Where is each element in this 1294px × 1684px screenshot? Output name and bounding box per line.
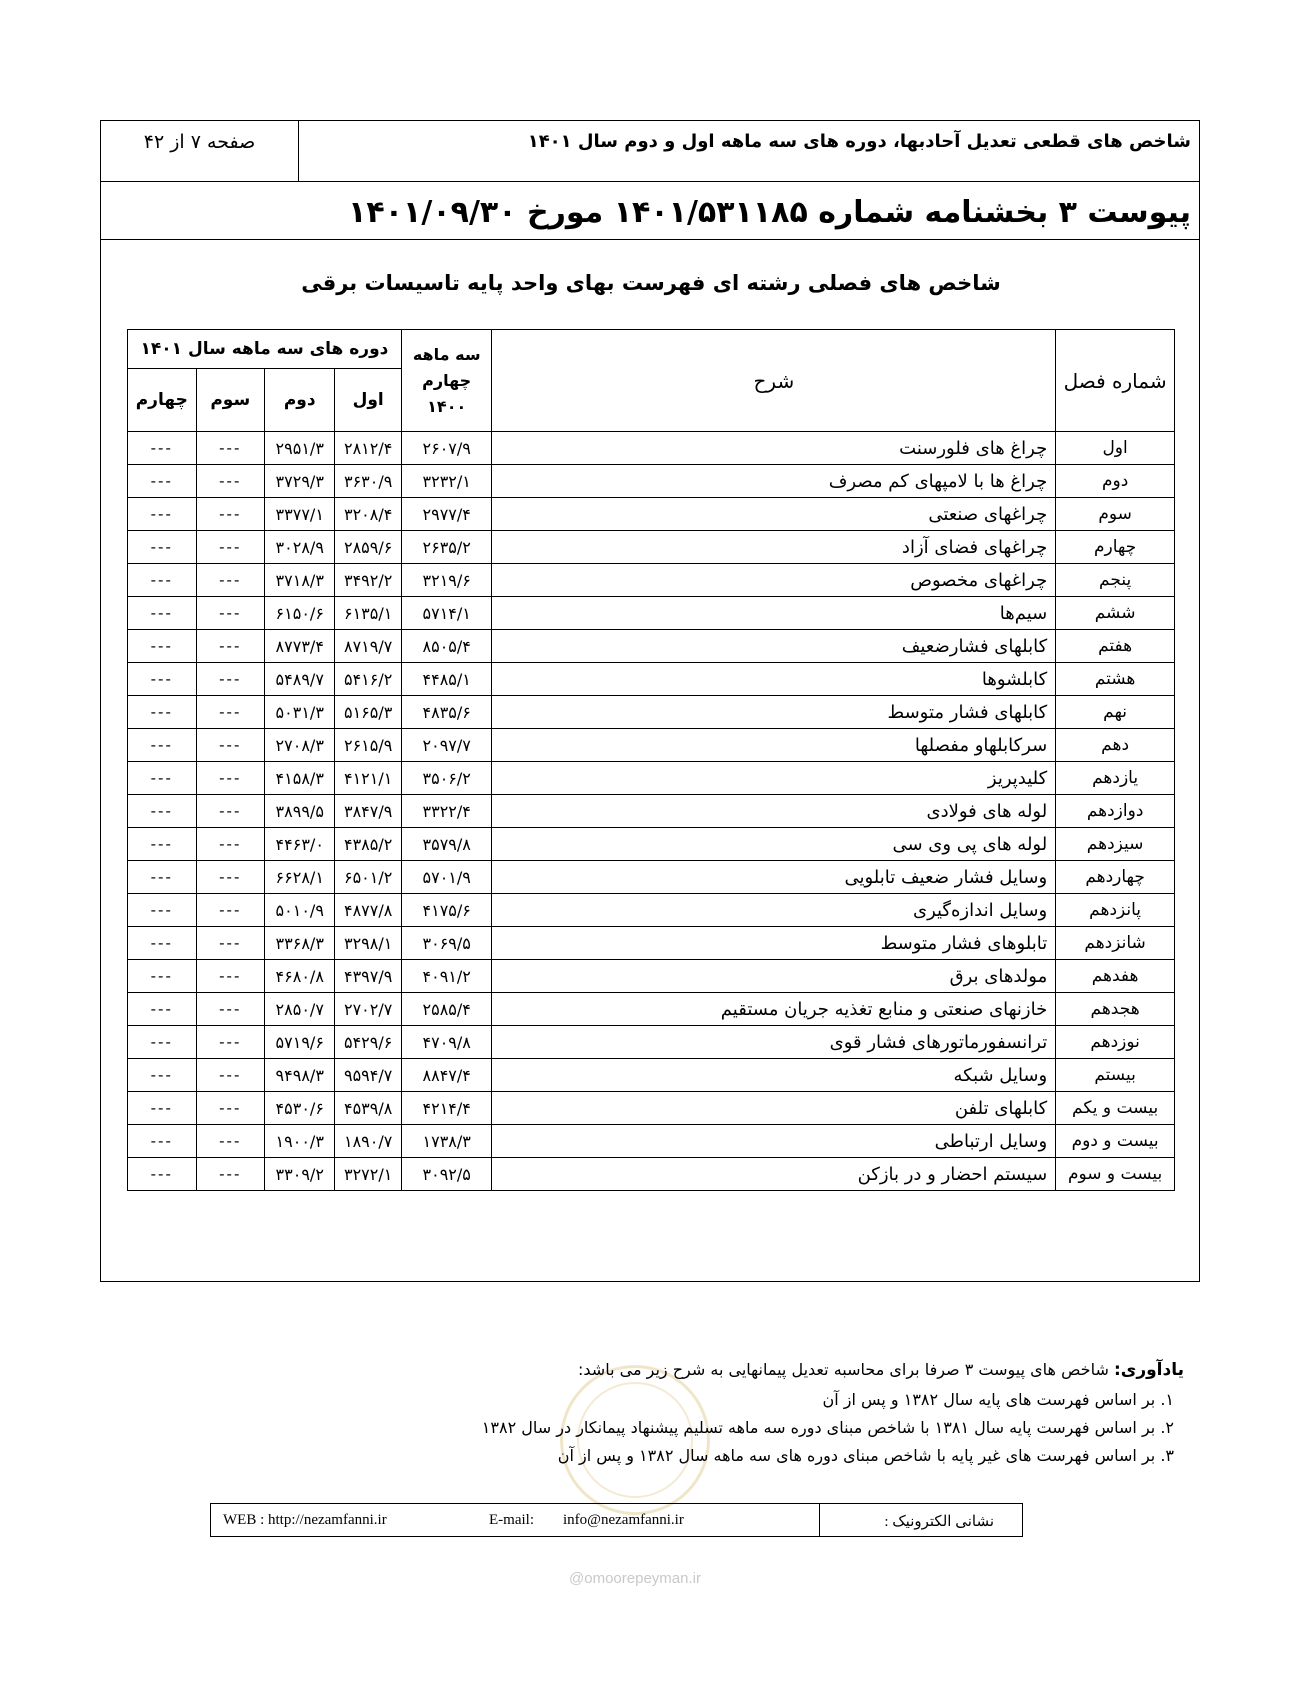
header-chapter: شماره فصل (1056, 330, 1175, 432)
watermark-seal (560, 1365, 710, 1515)
cell-chapter: پنجم (1056, 564, 1175, 597)
cell-chapter: بیست و یکم (1056, 1092, 1175, 1125)
cell-q4-1400: ۲۶۰۷/۹ (401, 432, 492, 465)
cell-q2-1401: ۳۷۱۸/۳ (265, 564, 335, 597)
cell-q4-1401: --- (128, 828, 197, 861)
table-subtitle: شاخص های فصلی رشته ای فهرست بهای واحد پایه تاسیسات برقی (301, 271, 1001, 295)
header-periods-1401: دوره های سه ماهه سال ۱۴۰۱ (128, 330, 402, 369)
cell-description: لوله های فولادی (492, 795, 1056, 828)
cell-q1-1401: ۵۱۶۵/۳ (335, 696, 401, 729)
cell-chapter: هشتم (1056, 663, 1175, 696)
footer-divider (819, 1504, 820, 1536)
cell-description: سرکابلهاو مفصلها (492, 729, 1056, 762)
cell-q1-1401: ۶۵۰۱/۲ (335, 861, 401, 894)
header-second: دوم (265, 369, 335, 432)
cell-q1-1401: ۹۵۹۴/۷ (335, 1059, 401, 1092)
cell-q2-1401: ۴۴۶۳/۰ (265, 828, 335, 861)
table-row (128, 729, 1175, 762)
cell-q2-1401: ۳۷۲۹/۳ (265, 465, 335, 498)
table-row (128, 894, 1175, 927)
cell-q3-1401: --- (196, 498, 264, 531)
note-item-3: ۳. بر اساس فهرست های غیر پایه با شاخص مبنای دوره های سه ماهه سال ۱۳۸۲ و پس از آن (557, 1446, 1174, 1465)
header-third: سوم (196, 369, 264, 432)
cell-q4-1401: --- (128, 993, 197, 1026)
cell-q4-1400: ۴۲۱۴/۴ (401, 1092, 492, 1125)
cell-description: خازنهای صنعتی و منابع تغذیه جریان مستقیم (492, 993, 1056, 1026)
cell-chapter: یازدهم (1056, 762, 1175, 795)
cell-q4-1400: ۴۰۹۱/۲ (401, 960, 492, 993)
cell-q3-1401: --- (196, 993, 264, 1026)
cell-chapter: بیستم (1056, 1059, 1175, 1092)
cell-chapter: ششم (1056, 597, 1175, 630)
table-row (128, 432, 1175, 465)
cell-q4-1400: ۳۲۳۲/۱ (401, 465, 492, 498)
cell-chapter: هفدهم (1056, 960, 1175, 993)
cell-q3-1401: --- (196, 1158, 264, 1191)
cell-q4-1400: ۲۵۸۵/۴ (401, 993, 492, 1026)
cell-q3-1401: --- (196, 828, 264, 861)
cell-q4-1401: --- (128, 597, 197, 630)
cell-q3-1401: --- (196, 465, 264, 498)
cell-chapter: اول (1056, 432, 1175, 465)
table-row (128, 597, 1175, 630)
cell-q4-1401: --- (128, 1026, 197, 1059)
cell-q1-1401: ۱۸۹۰/۷ (335, 1125, 401, 1158)
cell-q2-1401: ۲۷۰۸/۳ (265, 729, 335, 762)
watermark-text: @omoorepeyman.ir (569, 1570, 701, 1587)
cell-chapter: سوم (1056, 498, 1175, 531)
cell-q2-1401: ۳۸۹۹/۵ (265, 795, 335, 828)
cell-chapter: دوم (1056, 465, 1175, 498)
table-row (128, 1059, 1175, 1092)
cell-q3-1401: --- (196, 1125, 264, 1158)
table-row (128, 795, 1175, 828)
cell-description: کلیدپریز (492, 762, 1056, 795)
cell-q1-1401: ۴۱۲۱/۱ (335, 762, 401, 795)
footer-contact-box (210, 1503, 1023, 1537)
note-heading: یادآوری: (1113, 1360, 1184, 1380)
cell-description: ترانسفورماتورهای فشار قوی (492, 1026, 1056, 1059)
cell-q1-1401: ۲۷۰۲/۷ (335, 993, 401, 1026)
cell-q4-1401: --- (128, 432, 197, 465)
cell-chapter: دهم (1056, 729, 1175, 762)
cell-q1-1401: ۳۶۳۰/۹ (335, 465, 401, 498)
cell-q1-1401: ۳۴۹۲/۲ (335, 564, 401, 597)
note-item-1: ۱. بر اساس فهرست های پایه سال ۱۳۸۲ و پس از آن (822, 1390, 1174, 1409)
cell-chapter: هجدهم (1056, 993, 1175, 1026)
note-intro-text: شاخص های پیوست ۳ صرفا برای محاسبه تعدیل پیمانهایی به شرح زیر می باشد: (578, 1360, 1114, 1379)
cell-q3-1401: --- (196, 696, 264, 729)
cell-description: وسایل شبکه (492, 1059, 1056, 1092)
table-row (128, 630, 1175, 663)
cell-description: چراغ ها با لامپهای کم مصرف (492, 465, 1056, 498)
cell-chapter: شانزدهم (1056, 927, 1175, 960)
cell-q4-1400: ۴۱۷۵/۶ (401, 894, 492, 927)
cell-q2-1401: ۶۶۲۸/۱ (265, 861, 335, 894)
footer-email-label: E-mail: (489, 1512, 534, 1528)
header-fourth: چهارم (128, 369, 197, 432)
cell-q2-1401: ۸۷۷۳/۴ (265, 630, 335, 663)
header-divider-1 (101, 181, 1199, 182)
cell-q4-1401: --- (128, 861, 197, 894)
cell-chapter: چهاردهم (1056, 861, 1175, 894)
cell-q3-1401: --- (196, 861, 264, 894)
cell-q4-1400: ۴۷۰۹/۸ (401, 1026, 492, 1059)
footer-web: WEB : http://nezamfanni.ir (223, 1512, 387, 1528)
cell-description: وسایل ارتباطی (492, 1125, 1056, 1158)
cell-q2-1401: ۵۷۱۹/۶ (265, 1026, 335, 1059)
cell-q4-1401: --- (128, 564, 197, 597)
cell-q1-1401: ۳۲۹۸/۱ (335, 927, 401, 960)
cell-q3-1401: --- (196, 960, 264, 993)
header-divider-vertical (298, 121, 299, 181)
cell-q4-1401: --- (128, 1158, 197, 1191)
cell-q1-1401: ۵۴۲۹/۶ (335, 1026, 401, 1059)
cell-q2-1401: ۳۳۰۹/۲ (265, 1158, 335, 1191)
report-title: شاخص های قطعی تعدیل آحادبها، دوره های سه ماهه اول و دوم سال ۱۴۰۱ (527, 131, 1191, 152)
index-table (127, 329, 1175, 1191)
header-q4-1400-line2: چهارم ۱۴۰۰ (422, 370, 472, 416)
cell-q4-1401: --- (128, 762, 197, 795)
cell-q4-1400: ۳۰۶۹/۵ (401, 927, 492, 960)
table-row (128, 1125, 1175, 1158)
cell-q4-1400: ۸۸۴۷/۴ (401, 1059, 492, 1092)
cell-q4-1401: --- (128, 1125, 197, 1158)
cell-q3-1401: --- (196, 894, 264, 927)
cell-description: وسایل اندازه‌گیری (492, 894, 1056, 927)
header-first: اول (335, 369, 401, 432)
cell-q1-1401: ۲۸۵۹/۶ (335, 531, 401, 564)
cell-q2-1401: ۴۶۸۰/۸ (265, 960, 335, 993)
cell-q3-1401: --- (196, 1059, 264, 1092)
cell-q1-1401: ۶۱۳۵/۱ (335, 597, 401, 630)
cell-description: کابلهای تلفن (492, 1092, 1056, 1125)
cell-q2-1401: ۱۹۰۰/۳ (265, 1125, 335, 1158)
cell-q4-1401: --- (128, 960, 197, 993)
cell-q4-1401: --- (128, 1092, 197, 1125)
cell-chapter: پانزدهم (1056, 894, 1175, 927)
cell-q4-1400: ۳۲۱۹/۶ (401, 564, 492, 597)
table-row (128, 927, 1175, 960)
cell-q1-1401: ۳۲۰۸/۴ (335, 498, 401, 531)
cell-description: چراغ های فلورسنت (492, 432, 1056, 465)
cell-q4-1401: --- (128, 531, 197, 564)
cell-description: کابلهای فشار متوسط (492, 696, 1056, 729)
cell-q3-1401: --- (196, 1026, 264, 1059)
table-row (128, 993, 1175, 1026)
cell-q4-1401: --- (128, 894, 197, 927)
cell-q3-1401: --- (196, 729, 264, 762)
cell-chapter: هفتم (1056, 630, 1175, 663)
header-divider-2 (101, 239, 1199, 240)
cell-q2-1401: ۳۳۷۷/۱ (265, 498, 335, 531)
cell-q2-1401: ۵۰۱۰/۹ (265, 894, 335, 927)
cell-chapter: سیزدهم (1056, 828, 1175, 861)
cell-q4-1400: ۳۰۹۲/۵ (401, 1158, 492, 1191)
cell-q2-1401: ۲۹۵۱/۳ (265, 432, 335, 465)
cell-q3-1401: --- (196, 663, 264, 696)
cell-q2-1401: ۲۸۵۰/۷ (265, 993, 335, 1026)
cell-q1-1401: ۲۶۱۵/۹ (335, 729, 401, 762)
cell-description: کابلهای فشارضعیف (492, 630, 1056, 663)
table-row (128, 1158, 1175, 1191)
cell-q4-1401: --- (128, 1059, 197, 1092)
cell-chapter: نهم (1056, 696, 1175, 729)
cell-q2-1401: ۹۴۹۸/۳ (265, 1059, 335, 1092)
cell-q1-1401: ۲۸۱۲/۴ (335, 432, 401, 465)
cell-q4-1400: ۴۸۳۵/۶ (401, 696, 492, 729)
table-row (128, 828, 1175, 861)
cell-chapter: دوازدهم (1056, 795, 1175, 828)
cell-description: چراغهای فضای آزاد (492, 531, 1056, 564)
header-q4-1400 (401, 330, 492, 432)
cell-q4-1400: ۱۷۳۸/۳ (401, 1125, 492, 1158)
cell-description: سیم‌ها (492, 597, 1056, 630)
cell-q2-1401: ۴۵۳۰/۶ (265, 1092, 335, 1125)
cell-q3-1401: --- (196, 1092, 264, 1125)
cell-q3-1401: --- (196, 795, 264, 828)
cell-q1-1401: ۳۸۴۷/۹ (335, 795, 401, 828)
cell-q4-1401: --- (128, 696, 197, 729)
cell-description: چراغهای صنعتی (492, 498, 1056, 531)
cell-q4-1400: ۳۵۰۶/۲ (401, 762, 492, 795)
cell-description: وسایل فشار ضعیف تابلویی (492, 861, 1056, 894)
cell-q2-1401: ۳۳۶۸/۳ (265, 927, 335, 960)
cell-q1-1401: ۴۸۷۷/۸ (335, 894, 401, 927)
header-q4-1400-line1: سه ماهه (412, 344, 481, 364)
cell-description: سیستم احضار و در بازکن (492, 1158, 1056, 1191)
footer-address-label: نشانی الکترونیک : (884, 1514, 994, 1530)
cell-q4-1400: ۸۵۰۵/۴ (401, 630, 492, 663)
table-row (128, 696, 1175, 729)
cell-q4-1401: --- (128, 927, 197, 960)
cell-q3-1401: --- (196, 630, 264, 663)
cell-q4-1400: ۲۶۳۵/۲ (401, 531, 492, 564)
cell-q4-1401: --- (128, 498, 197, 531)
cell-q2-1401: ۵۰۳۱/۳ (265, 696, 335, 729)
circular-reference: پیوست ۳ بخشنامه شماره ۱۴۰۱/۵۳۱۱۸۵ مورخ ۱۴۰۱/۰۹/۳۰ (348, 195, 1191, 230)
table-row (128, 465, 1175, 498)
note-item-2: ۲. بر اساس فهرست پایه سال ۱۳۸۱ با شاخص مبنای دوره سه ماهه تسلیم پیشنهاد پیمانکار در سال ۱۳۸۲ (481, 1418, 1174, 1437)
cell-q4-1401: --- (128, 795, 197, 828)
cell-q2-1401: ۳۰۲۸/۹ (265, 531, 335, 564)
table-row (128, 498, 1175, 531)
cell-q2-1401: ۴۱۵۸/۳ (265, 762, 335, 795)
cell-q4-1401: --- (128, 663, 197, 696)
cell-q1-1401: ۴۳۸۵/۲ (335, 828, 401, 861)
cell-description: کابلشوها (492, 663, 1056, 696)
cell-q1-1401: ۵۴۱۶/۲ (335, 663, 401, 696)
cell-q1-1401: ۸۷۱۹/۷ (335, 630, 401, 663)
page-number: صفحه ۷ از ۴۲ (143, 131, 256, 153)
table-row (128, 1026, 1175, 1059)
cell-q4-1401: --- (128, 465, 197, 498)
table-row (128, 762, 1175, 795)
header-description: شرح (492, 330, 1056, 432)
table-row (128, 861, 1175, 894)
cell-q4-1400: ۲۹۷۷/۴ (401, 498, 492, 531)
cell-q3-1401: --- (196, 432, 264, 465)
cell-q3-1401: --- (196, 531, 264, 564)
note-intro (578, 1360, 1184, 1380)
cell-q3-1401: --- (196, 564, 264, 597)
table-header-row-1 (128, 330, 1175, 369)
cell-q2-1401: ۵۴۸۹/۷ (265, 663, 335, 696)
cell-chapter: بیست و سوم (1056, 1158, 1175, 1191)
cell-q4-1401: --- (128, 729, 197, 762)
cell-description: چراغهای مخصوص (492, 564, 1056, 597)
cell-q4-1400: ۵۷۰۱/۹ (401, 861, 492, 894)
cell-q4-1400: ۳۵۷۹/۸ (401, 828, 492, 861)
cell-q3-1401: --- (196, 597, 264, 630)
page-frame (100, 120, 1200, 1282)
watermark-seal-inner-ring (577, 1382, 693, 1498)
cell-description: مولدهای برق (492, 960, 1056, 993)
cell-q1-1401: ۴۳۹۷/۹ (335, 960, 401, 993)
table-row (128, 663, 1175, 696)
cell-q4-1400: ۴۴۸۵/۱ (401, 663, 492, 696)
cell-q4-1400: ۳۳۲۲/۴ (401, 795, 492, 828)
cell-chapter: نوزدهم (1056, 1026, 1175, 1059)
cell-q3-1401: --- (196, 927, 264, 960)
table-row (128, 564, 1175, 597)
table-row (128, 1092, 1175, 1125)
cell-description: تابلوهای فشار متوسط (492, 927, 1056, 960)
cell-chapter: بیست و دوم (1056, 1125, 1175, 1158)
table-row (128, 531, 1175, 564)
cell-q3-1401: --- (196, 762, 264, 795)
cell-q4-1400: ۲۰۹۷/۷ (401, 729, 492, 762)
cell-q4-1401: --- (128, 630, 197, 663)
cell-q4-1400: ۵۷۱۴/۱ (401, 597, 492, 630)
cell-description: لوله های پی‌ وی‌ سی (492, 828, 1056, 861)
cell-q1-1401: ۴۵۳۹/۸ (335, 1092, 401, 1125)
cell-chapter: چهارم (1056, 531, 1175, 564)
cell-q2-1401: ۶۱۵۰/۶ (265, 597, 335, 630)
footer-email: info@nezamfanni.ir (563, 1512, 684, 1528)
table-row (128, 960, 1175, 993)
cell-q1-1401: ۳۲۷۲/۱ (335, 1158, 401, 1191)
